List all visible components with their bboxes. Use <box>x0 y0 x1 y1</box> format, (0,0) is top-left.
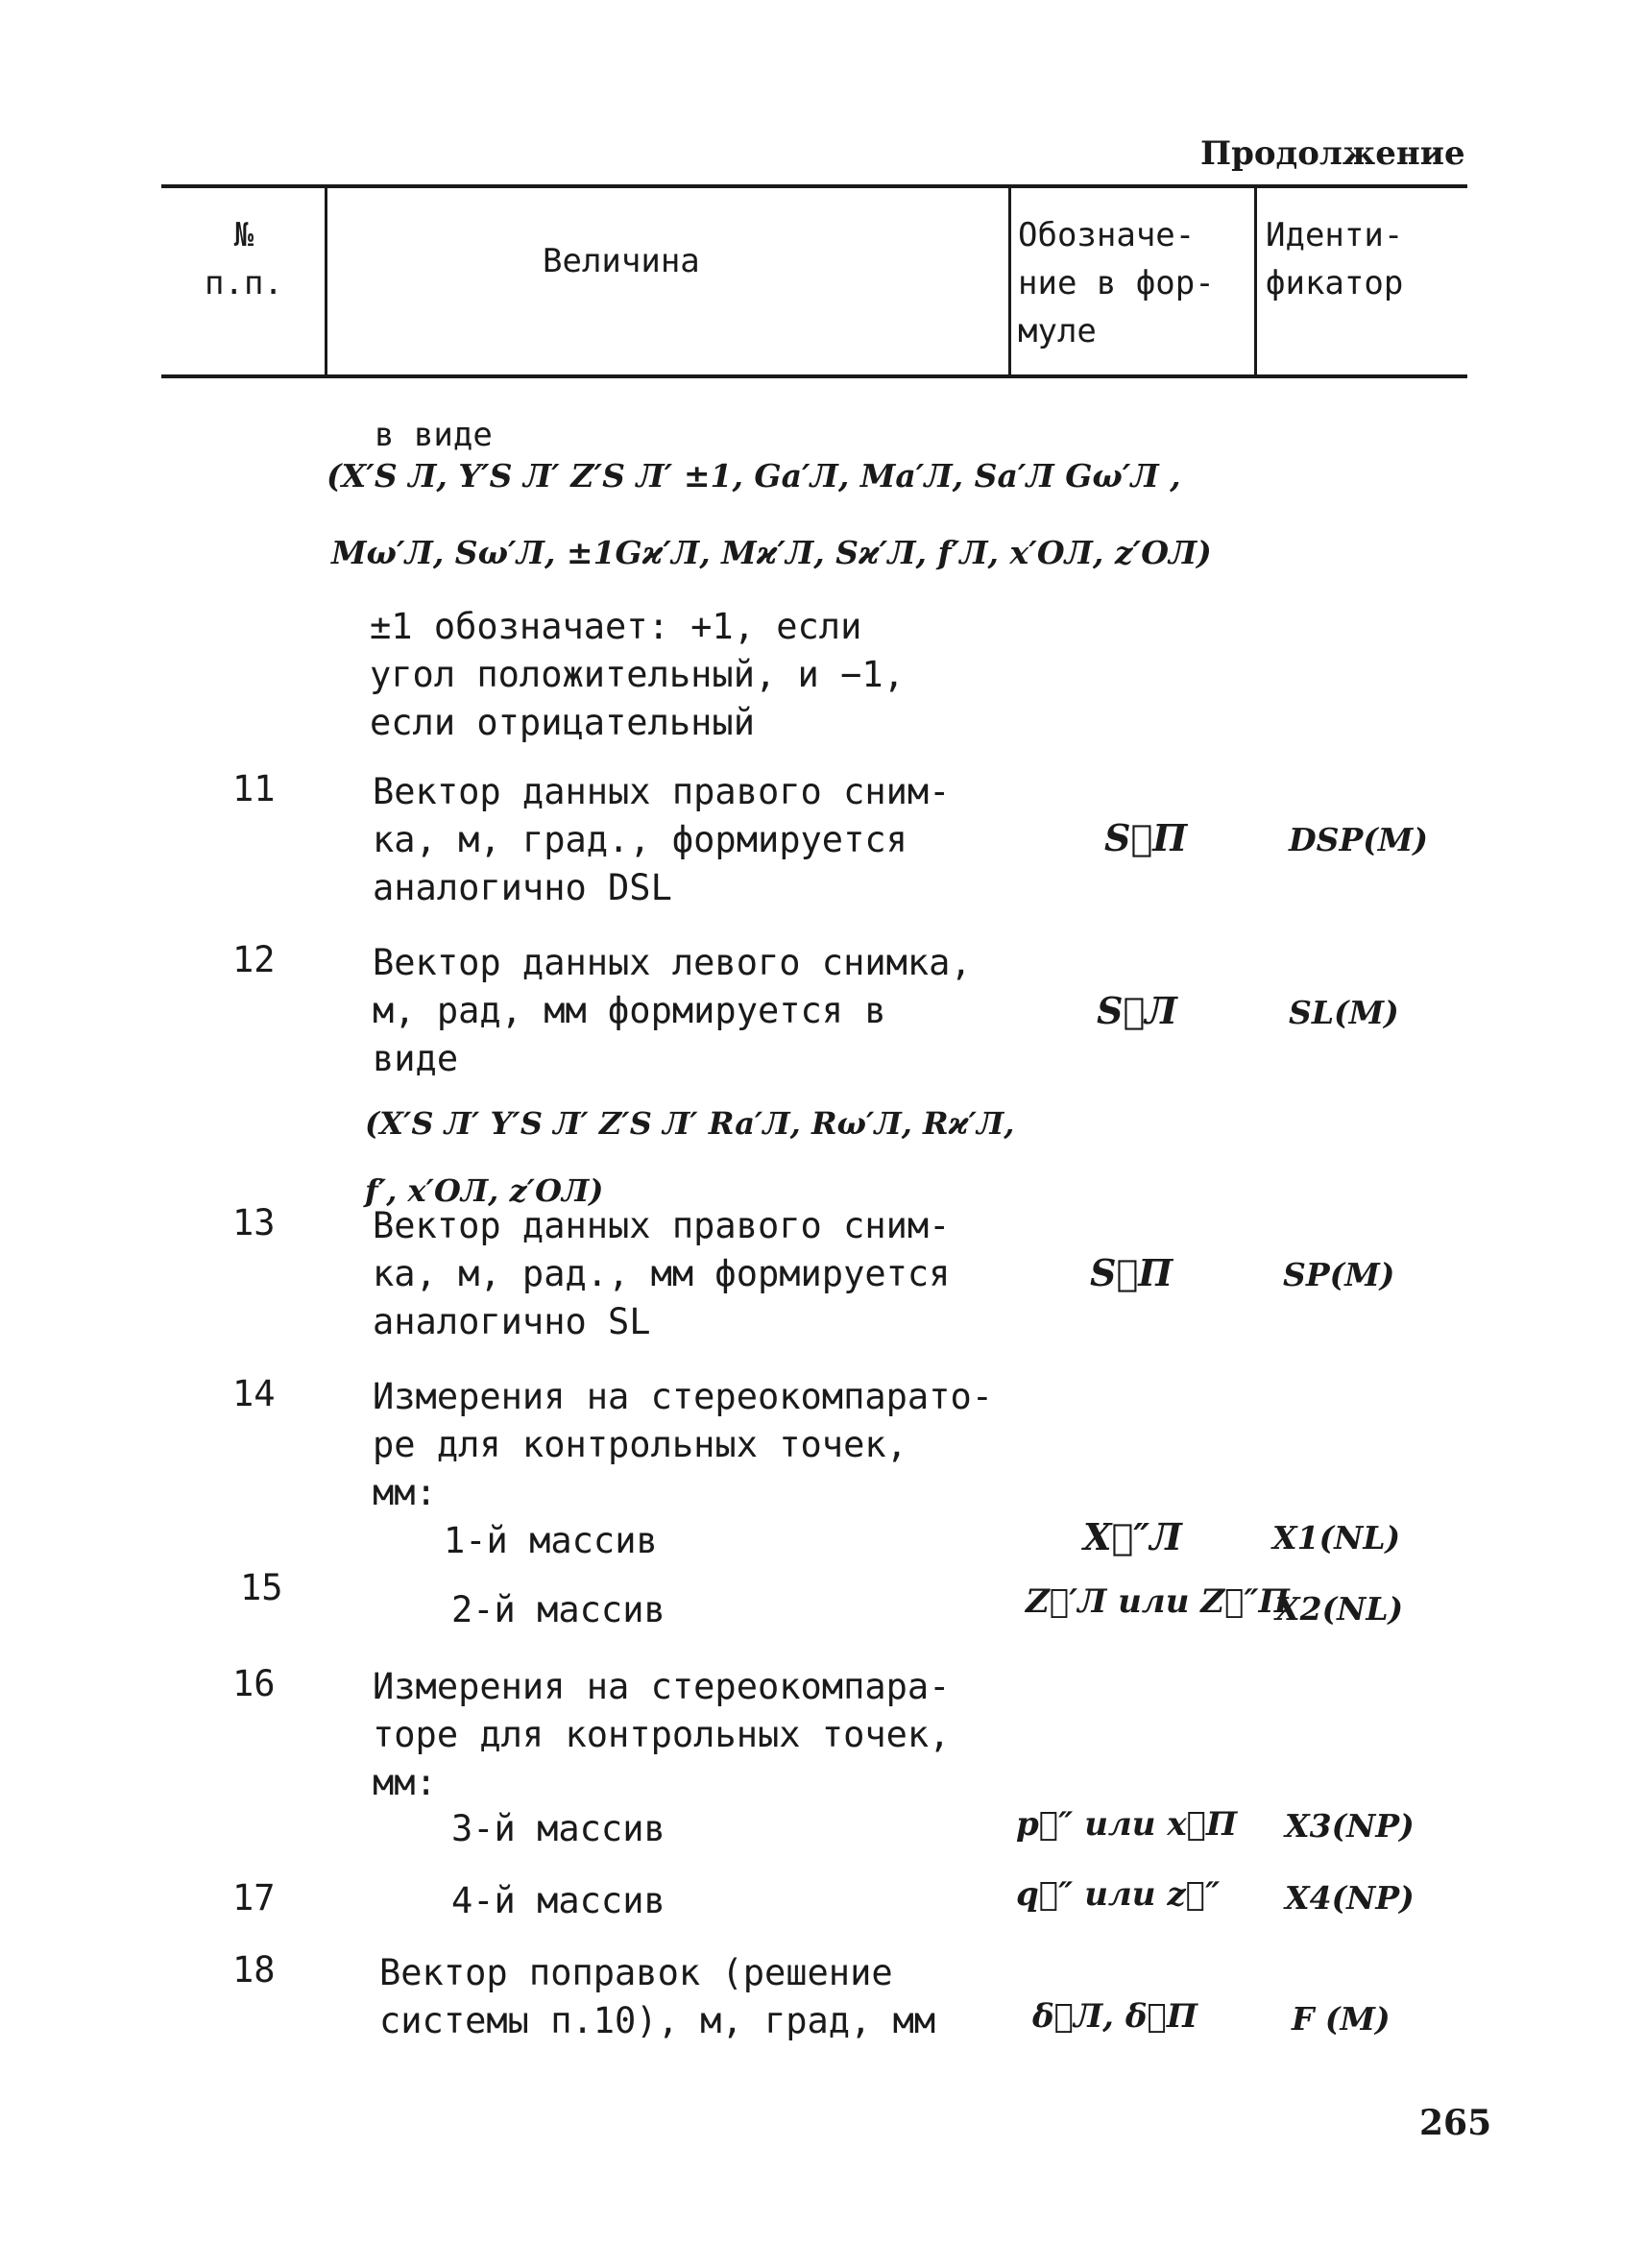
row-identifier: F (M) <box>1292 2000 1391 2038</box>
row-description: Вектор данных правого сним- ка, м, град., формируется аналогично DSL <box>373 771 951 908</box>
column-header-identifier: Иденти- фикатор <box>1266 216 1404 302</box>
row-symbol: δ⃗Л, δ⃗П <box>1032 1997 1198 2036</box>
row-number: 12 <box>232 939 276 980</box>
column-header-number: № п.п. <box>205 216 283 302</box>
row-symbol: S⃗Л <box>1097 989 1177 1032</box>
page-number: 265 <box>1419 2103 1492 2143</box>
row-number: 15 <box>240 1567 283 1608</box>
row-formula: (X′S Л′ Y′S Л′ Z′S Л′ Ra′Л, Rω′Л, Rϰ′Л, f′, x′ОЛ, z′ОЛ) <box>365 1105 1015 1209</box>
table-header-bottom-rule <box>161 374 1467 378</box>
column-divider-1 <box>325 186 327 376</box>
continuation-lead: в виде <box>375 416 493 454</box>
row-identifier: X3(NP) <box>1285 1807 1415 1845</box>
row-description: Измерения на стереокомпарато- ре для контрольных точек, мм: <box>373 1376 994 1513</box>
row-identifier: DSP(M) <box>1289 821 1429 858</box>
row-sub-item: 2-й массив <box>451 1589 665 1630</box>
row-number: 13 <box>232 1202 276 1243</box>
row-number: 18 <box>232 1949 276 1991</box>
row-identifier: X1(NL) <box>1272 1519 1401 1556</box>
row-symbol: Z⃗′Л или Z⃗″П <box>1026 1582 1290 1621</box>
row-sub-item: 4-й массив <box>451 1880 665 1921</box>
row-sub-item: 1-й массив <box>444 1520 658 1561</box>
row-symbol: S⃗П <box>1090 1251 1173 1294</box>
row-symbol: p⃗″ или x⃗П <box>1016 1805 1238 1844</box>
column-divider-3 <box>1254 186 1257 376</box>
continuation-formula-line-1: (X′S Л, Y′S Л′ Z′S Л′ ±1, Ga′Л, Ma′Л, Sa′Л Gω′Л , <box>327 457 1181 495</box>
row-description: Вектор поправок (решение системы п.10), м, град, мм <box>379 1952 936 2041</box>
table-top-rule <box>161 184 1467 188</box>
column-header-notation: Обозначе- ние в фор- муле <box>1018 216 1215 350</box>
row-number: 11 <box>232 768 276 809</box>
continuation-note: ±1 обозначает: +1, если угол положительный, и −1, если отрицательный <box>370 606 905 743</box>
column-header-quantity: Величина <box>543 242 700 280</box>
row-symbol: S⃗П <box>1104 816 1188 859</box>
continuation-formula-line-2: Mω′Л, Sω′Л, ±1Gϰ′Л, Mϰ′Л, Sϰ′Л, f′Л, x′ОЛ, z′ОЛ) <box>331 534 1212 571</box>
row-sub-item: 3-й массив <box>451 1808 665 1849</box>
row-description: Вектор данных правого сним- ка, м, рад., мм формируется аналогично SL <box>373 1205 951 1342</box>
row-symbol: q⃗″ или z⃗″ <box>1016 1875 1221 1914</box>
row-identifier: SL(M) <box>1289 994 1399 1031</box>
column-divider-2 <box>1008 186 1011 376</box>
continuation-label: Продолжение <box>1200 134 1465 173</box>
row-identifier: X2(NL) <box>1275 1590 1404 1628</box>
row-number: 16 <box>232 1663 276 1704</box>
row-description: Измерения на стереокомпара- торе для контрольных точек, мм: <box>373 1666 951 1803</box>
row-number: 17 <box>232 1877 276 1918</box>
row-identifier: SP(M) <box>1283 1256 1395 1293</box>
row-number: 14 <box>232 1373 276 1414</box>
row-description: Вектор данных левого снимка, м, рад, мм формируется в виде <box>373 942 972 1079</box>
row-identifier: X4(NP) <box>1285 1879 1415 1917</box>
row-symbol: X⃗″Л <box>1083 1515 1182 1558</box>
